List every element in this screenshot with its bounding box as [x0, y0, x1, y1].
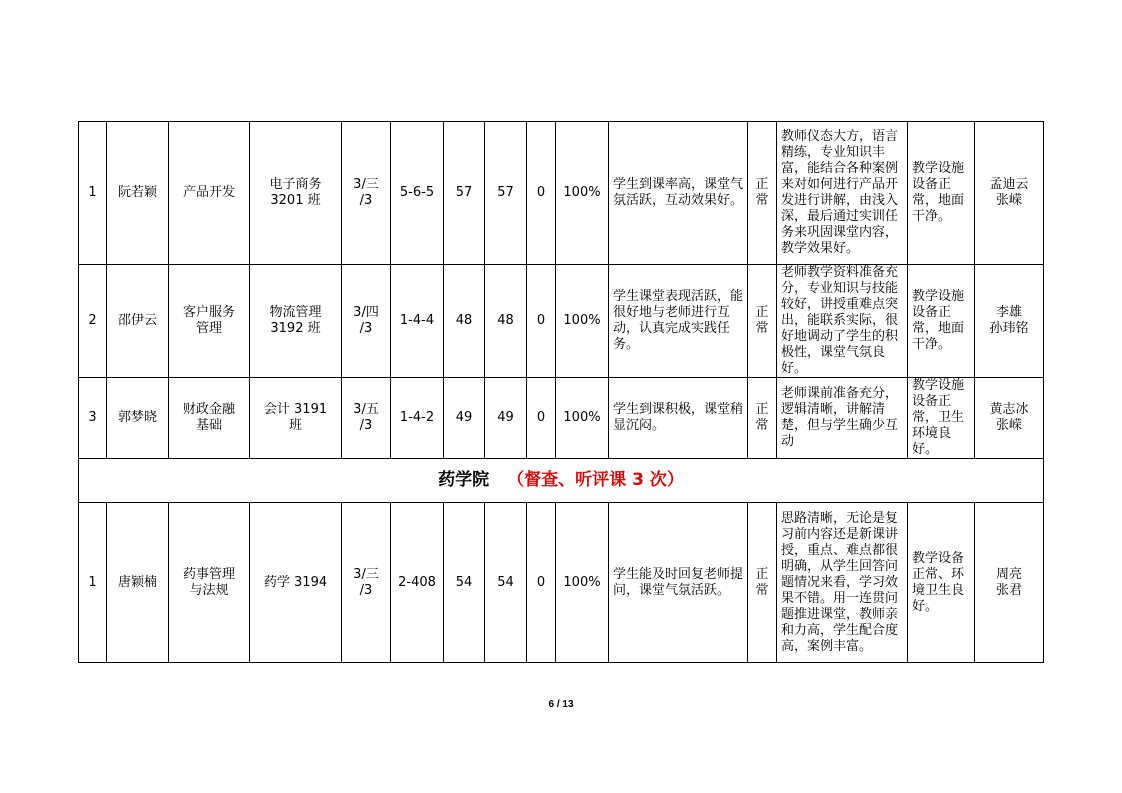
cell-teacher: 邵伊云	[107, 265, 169, 378]
cell-no: 1	[79, 122, 107, 265]
cell-order: 正 常	[748, 378, 777, 459]
cell-facility: 教学设备正常、环境卫生良好。	[908, 503, 975, 663]
cell-facility: 教学设施设备正常，地面干净。	[908, 265, 975, 378]
cell-order: 正 常	[748, 503, 777, 663]
table-row	[79, 503, 1044, 663]
cell-actual: 57	[485, 122, 527, 265]
cell-course: 财政金融 基础	[169, 378, 250, 459]
cell-order: 正 常	[748, 122, 777, 265]
cell-learning: 学生课堂表现活跃，能很好地与老师进行互动，认真完成实践任务。	[609, 265, 748, 378]
cell-rate: 100%	[556, 503, 609, 663]
cell-inspectors: 黄志冰 张嵘	[975, 378, 1044, 459]
cell-rate: 100%	[556, 265, 609, 378]
inspection-table	[78, 121, 1044, 663]
cell-date: 3/五 /3	[342, 378, 391, 459]
cell-absent: 0	[527, 378, 556, 459]
table-row	[79, 265, 1044, 378]
cell-actual: 48	[485, 265, 527, 378]
cell-rate: 100%	[556, 122, 609, 265]
cell-expected: 57	[444, 122, 485, 265]
cell-no: 3	[79, 378, 107, 459]
page-indicator: 6 / 13	[548, 699, 574, 710]
cell-actual: 54	[485, 503, 527, 663]
cell-learning: 学生到课率高，课堂气氛活跃，互动效果好。	[609, 122, 748, 265]
cell-inspectors: 李雄 孙玮铭	[975, 265, 1044, 378]
cell-rate: 100%	[556, 378, 609, 459]
cell-absent: 0	[527, 122, 556, 265]
cell-teaching: 老师课前准备充分，逻辑清晰，讲解清楚，但与学生确少互动	[777, 378, 908, 459]
cell-teaching: 教师仪态大方，语言精练，专业知识丰富，能结合各种案例来对如何进行产品开发进行讲解，由浅入深，最后通过实训任务来巩固课堂内容，教学效果好。	[777, 122, 908, 265]
section-header-row	[79, 459, 1044, 503]
section-header	[79, 459, 1044, 503]
cell-order: 正 常	[748, 265, 777, 378]
cell-class: 物流管理 3192 班	[250, 265, 342, 378]
cell-expected: 54	[444, 503, 485, 663]
table-row	[79, 122, 1044, 265]
cell-actual: 49	[485, 378, 527, 459]
cell-class: 电子商务 3201 班	[250, 122, 342, 265]
cell-date: 3/三 /3	[342, 122, 391, 265]
cell-class: 药学 3194	[250, 503, 342, 663]
cell-no: 1	[79, 503, 107, 663]
section-note: （督查、听评课 3 次）	[507, 469, 684, 490]
cell-absent: 0	[527, 265, 556, 378]
cell-room: 5-6-5	[391, 122, 444, 265]
cell-teacher: 唐颖楠	[107, 503, 169, 663]
cell-course: 药事管理 与法规	[169, 503, 250, 663]
cell-course: 产品开发	[169, 122, 250, 265]
cell-teacher: 郭梦晓	[107, 378, 169, 459]
cell-course: 客户服务 管理	[169, 265, 250, 378]
cell-room: 1-4-2	[391, 378, 444, 459]
cell-teaching: 老师教学资料准备充分，专业知识与技能较好，讲授重难点突出，能联系实际，很好地调动了学生的积极性，课堂气氛良好。	[777, 265, 908, 378]
cell-learning: 学生能及时回复老师提问，课堂气氛活跃。	[609, 503, 748, 663]
cell-date: 3/三 /3	[342, 503, 391, 663]
cell-date: 3/四 /3	[342, 265, 391, 378]
cell-teacher: 阮若颖	[107, 122, 169, 265]
cell-teaching: 思路清晰，无论是复习前内容还是新课讲授，重点、难点都很明确，从学生回答问题情况来看，学习效果不错。用一连贯问题推进课堂，教师亲和力高，学生配合度高，案例丰富。	[777, 503, 908, 663]
cell-expected: 49	[444, 378, 485, 459]
cell-facility: 教学设施设备正常，地面干净。	[908, 122, 975, 265]
cell-expected: 48	[444, 265, 485, 378]
cell-learning: 学生到课积极，课堂稍显沉闷。	[609, 378, 748, 459]
cell-no: 2	[79, 265, 107, 378]
cell-room: 1-4-4	[391, 265, 444, 378]
cell-absent: 0	[527, 503, 556, 663]
cell-room: 2-408	[391, 503, 444, 663]
section-title: 药学院	[438, 469, 490, 490]
cell-inspectors: 周亮 张君	[975, 503, 1044, 663]
cell-facility: 教学设施设备正常，卫生环境良好。	[908, 378, 975, 459]
cell-class: 会计 3191 班	[250, 378, 342, 459]
cell-inspectors: 孟迪云 张嵘	[975, 122, 1044, 265]
table-row	[79, 378, 1044, 459]
